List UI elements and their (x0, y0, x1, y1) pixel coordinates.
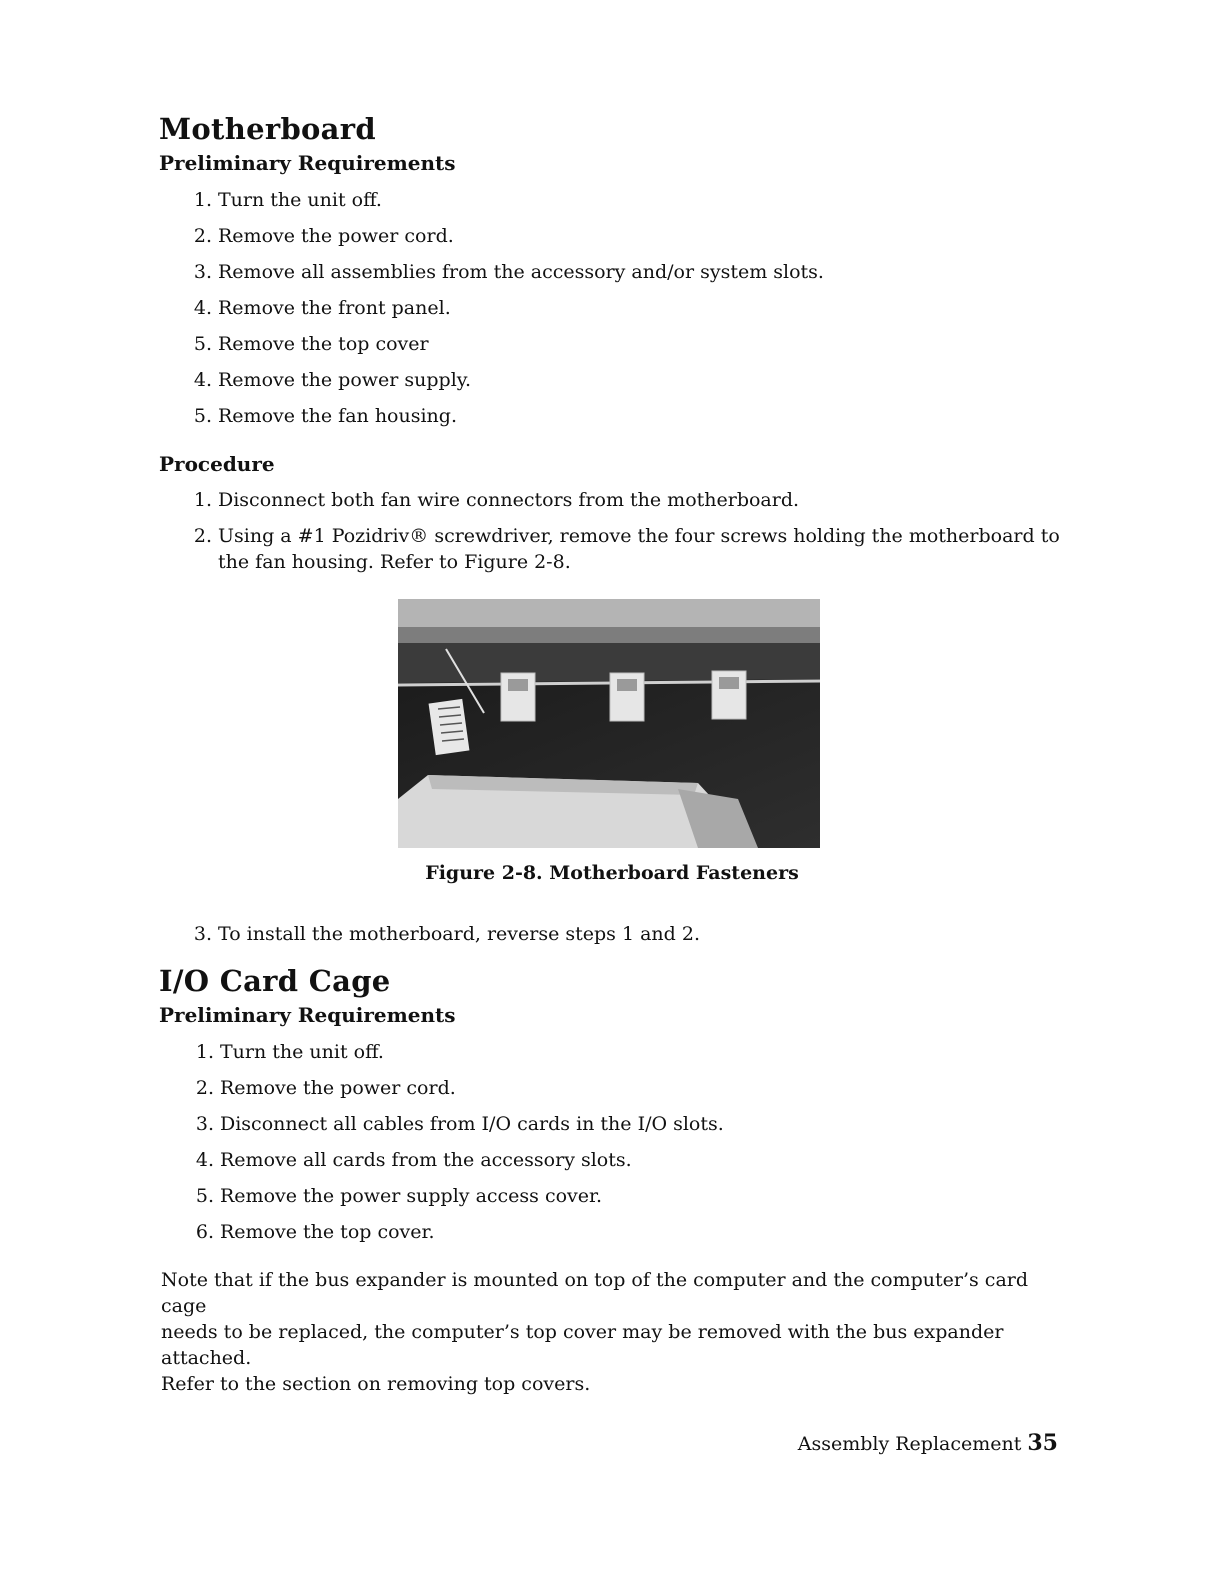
item-text: Remove all cards from the accessory slots. (220, 1149, 632, 1171)
procedure-heading: Procedure (159, 452, 275, 476)
list-item (188, 188, 1068, 224)
list-item (188, 296, 1068, 332)
item-text: Remove all assemblies from the accessory and/or system slots. (218, 261, 824, 283)
item-text-line-1: Using a #1 Pozidriv® screwdriver, remove the four screws holding the motherboard to (218, 525, 1060, 547)
item-text-line-2: the fan housing. Refer to Figure 2-8. (218, 551, 571, 573)
item-number: 1. (193, 189, 212, 211)
section-title-io-card-cage: I/O Card Cage (159, 964, 391, 998)
list-item (188, 404, 1068, 440)
note-line: Refer to the section on removing top covers. (161, 1373, 591, 1395)
item-number: 2. (193, 525, 212, 547)
item-text: Remove the front panel. (218, 297, 451, 319)
list-item (190, 1148, 1070, 1184)
item-text: Disconnect both fan wire connectors from the motherboard. (218, 489, 800, 511)
footer-label: Assembly Replacement (797, 1433, 1022, 1455)
prelim-list-1 (188, 188, 1068, 440)
figure-caption: Figure 2-8. Motherboard Fasteners (425, 862, 799, 884)
item-number: 3. (195, 1113, 214, 1135)
section-title-motherboard: Motherboard (159, 112, 376, 146)
item-number: 5. (193, 333, 212, 355)
prelim-heading-1: Preliminary Requirements (159, 151, 456, 175)
item-number: 5. (195, 1185, 214, 1207)
item-number: 3. (193, 261, 212, 283)
list-item (188, 922, 1068, 958)
list-item (190, 1076, 1070, 1112)
item-number: 4. (195, 1149, 214, 1171)
item-number: 2. (195, 1077, 214, 1099)
item-text: Remove the power cord. (220, 1077, 456, 1099)
item-text: To install the motherboard, reverse steps 1 and 2. (218, 923, 700, 945)
item-text: Remove the power supply access cover. (220, 1185, 603, 1207)
page-number: 35 (1027, 1430, 1058, 1456)
note-line: needs to be replaced, the computer’s top cover may be removed with the bus expander attached. (161, 1321, 1004, 1369)
list-item (188, 368, 1068, 404)
item-text: Turn the unit off. (220, 1041, 384, 1063)
item-number: 2. (193, 225, 212, 247)
list-item (188, 260, 1068, 296)
note-line: Note that if the bus expander is mounted on top of the computer and the computer’s card cage (161, 1269, 1029, 1317)
item-number: 3. (193, 923, 212, 945)
item-number: 4. (193, 369, 212, 391)
item-text: Remove the power cord. (218, 225, 454, 247)
item-text: Disconnect all cables from I/O cards in the I/O slots. (220, 1113, 724, 1135)
item-text: Remove the power supply. (218, 369, 472, 391)
prelim-list-2 (190, 1040, 1070, 1256)
photo-graphic (398, 599, 820, 848)
prelim-heading-2: Preliminary Requirements (159, 1003, 456, 1027)
item-text: Remove the top cover (218, 333, 429, 355)
procedure-list-continued (188, 922, 1068, 958)
list-item (188, 224, 1068, 260)
list-item (190, 1040, 1070, 1076)
list-item (190, 1220, 1070, 1256)
item-text: Turn the unit off. (218, 189, 382, 211)
page-footer (798, 1430, 1058, 1456)
list-item (190, 1112, 1070, 1148)
motherboard-fasteners-photo (398, 599, 820, 848)
list-item (188, 524, 1068, 584)
item-number: 4. (193, 297, 212, 319)
item-number: 1. (195, 1041, 214, 1063)
list-item (190, 1184, 1070, 1220)
item-text: Remove the top cover. (220, 1221, 435, 1243)
item-text: Remove the fan housing. (218, 405, 457, 427)
list-item (188, 332, 1068, 368)
procedure-list (188, 488, 1068, 584)
note-paragraph (161, 1267, 1071, 1397)
item-number: 5. (193, 405, 212, 427)
item-number: 6. (195, 1221, 214, 1243)
list-item (188, 488, 1068, 524)
item-number: 1. (193, 489, 212, 511)
